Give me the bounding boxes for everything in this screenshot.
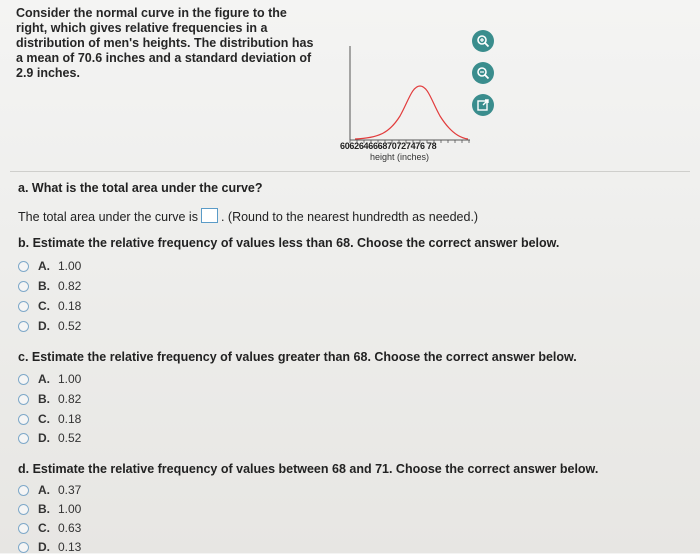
total-area-answer-input[interactable]	[201, 208, 218, 223]
radio-button[interactable]	[18, 261, 29, 272]
radio-button[interactable]	[18, 394, 29, 405]
part-d-option-b[interactable]: B. 1.00	[18, 502, 81, 516]
part-c-option-c[interactable]: C. 0.18	[18, 412, 81, 426]
part-d-option-d[interactable]: D. 0.13	[18, 540, 81, 554]
part-b-question: b. Estimate the relative frequency of values less than 68. Choose the correct answer below.	[18, 236, 560, 250]
part-b-option-c[interactable]: C. 0.18	[18, 299, 81, 313]
radio-button[interactable]	[18, 301, 29, 312]
part-a-answer-line	[18, 208, 478, 224]
x-tick-labels: 606264666870727476 78	[340, 141, 437, 151]
radio-button[interactable]	[18, 433, 29, 444]
part-d-option-a[interactable]: A. 0.37	[18, 483, 81, 497]
part-a-answer-suffix: . (Round to the nearest hundredth as needed.)	[220, 210, 479, 224]
radio-button[interactable]	[18, 523, 29, 534]
radio-button[interactable]	[18, 485, 29, 496]
normal-curve	[355, 86, 468, 139]
section-divider	[10, 171, 690, 172]
radio-button[interactable]	[18, 414, 29, 425]
part-c-option-d[interactable]: D. 0.52	[18, 431, 81, 445]
part-a-answer-prefix: The total area under the curve is	[18, 210, 198, 224]
part-a-question: a. What is the total area under the curve?	[18, 181, 263, 195]
part-d-option-c[interactable]: C. 0.63	[18, 521, 81, 535]
part-b-option-a[interactable]: A. 1.00	[18, 259, 81, 273]
part-d-question: d. Estimate the relative frequency of values between 68 and 71. Choose the correct answer below.	[18, 462, 599, 476]
radio-button[interactable]	[18, 542, 29, 553]
radio-button[interactable]	[18, 321, 29, 332]
part-b-option-d[interactable]: D. 0.52	[18, 319, 81, 333]
radio-button[interactable]	[18, 374, 29, 385]
x-axis-label: height (inches)	[370, 152, 430, 162]
zoom-out-icon[interactable]	[472, 62, 494, 84]
open-external-icon[interactable]	[472, 94, 494, 116]
part-c-question: c. Estimate the relative frequency of values greater than 68. Choose the correct answer below.	[18, 350, 577, 364]
part-c-option-b[interactable]: B. 0.82	[18, 392, 81, 406]
part-b-option-b[interactable]: B. 0.82	[18, 279, 81, 293]
radio-button[interactable]	[18, 281, 29, 292]
part-c-option-a[interactable]: A. 1.00	[18, 372, 81, 386]
zoom-in-icon[interactable]	[472, 30, 494, 52]
problem-intro: Consider the normal curve in the figure to the right, which gives relative frequencies in a distribution of men's heights. The distribution has a mean of 70.6 inches and a standard deviation of 2.9 inches.	[16, 6, 314, 80]
radio-button[interactable]	[18, 504, 29, 515]
